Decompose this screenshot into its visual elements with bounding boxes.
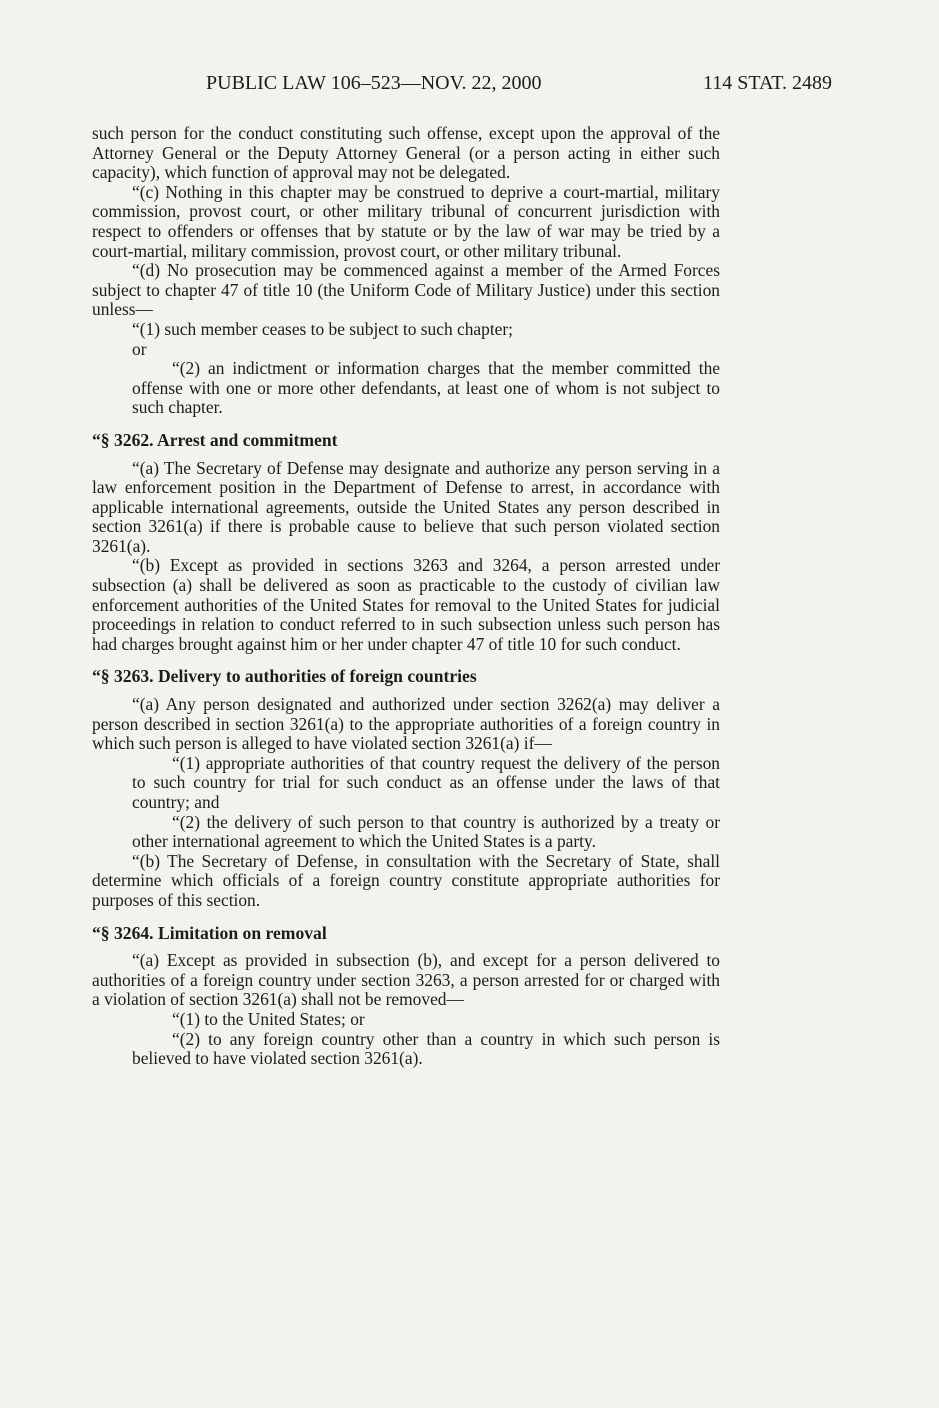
running-header: [0, 72, 939, 102]
section-heading-3262: “§ 3262. Arrest and commitment: [92, 429, 338, 450]
section-heading-3263: “§ 3263. Delivery to authorities of foreign countries: [92, 666, 477, 687]
paragraph-continuation: such person for the conduct constituting such offense, except upon the approval of the Attorney General or the Deputy Attorney General (or a person acting in either such capacity), which function of approval may not be delegated.: [92, 123, 720, 183]
paragraph-3261d: “(d) No prosecution may be commenced against a member of the Armed Forces subject to chapter 47 of title 10 (the Uniform Code of Military Justice) under this section unless—: [92, 260, 720, 320]
paragraph-3261d-1: “(1) such member ceases to be subject to such chapter;: [132, 318, 513, 339]
paragraph-3261c: “(c) Nothing in this chapter may be construed to deprive a court-martial, military commission, provost court, or other military tribunal of concurrent jurisdiction with respect to offenders or offenses that by statute or by the law of war may be tried by a court-martial, military commission, provost court, or other military tribunal.: [92, 181, 720, 261]
paragraph-3264a: “(a) Except as provided in subsection (b), and except for a person delivered to authorities of a foreign country under section 3263, a person arrested for or charged with a violation of section 3261(a) shall not be removed—: [92, 950, 720, 1010]
paragraph-3264a-1: “(1) to the United States; or: [172, 1008, 365, 1029]
paragraph-3261d-2: “(2) an indictment or information charges that the member committed the offense with one or more other defendants, at least one of whom is not subject to such chapter.: [132, 358, 720, 418]
paragraph-3261d-or: or: [132, 338, 147, 359]
paragraph-3264a-2: “(2) to any foreign country other than a country in which such person is believed to have violated section 3261(a).: [132, 1028, 720, 1069]
paragraph-3263a-2: “(2) the delivery of such person to that country is authorized by a treaty or other international agreement to which the United States is a party.: [132, 811, 720, 852]
paragraph-3262b: “(b) Except as provided in sections 3263 and 3264, a person arrested under subsection (a) shall be delivered as soon as practicable to the custody of civilian law enforcement authorities of the United States for removal to the United States for judicial proceedings in relation to conduct referred to in such subsection unless such person has had charges brought against him or her under chapter 47 of title 10 for such conduct.: [92, 555, 720, 654]
section-heading-3264: “§ 3264. Limitation on removal: [92, 922, 327, 943]
header-stat-page: 114 STAT. 2489: [703, 72, 832, 94]
document-body: [92, 124, 720, 1069]
paragraph-3263a: “(a) Any person designated and authorized under section 3262(a) may deliver a person described in section 3261(a) to the appropriate authorities of a foreign country in which such person is alleged to have violated section 3261(a) if—: [92, 694, 720, 754]
paragraph-3263a-1: “(1) appropriate authorities of that country request the delivery of the person to such country for trial for such conduct as an offense under the laws of that country; and: [132, 752, 720, 812]
paragraph-3262a: “(a) The Secretary of Defense may designate and authorize any person serving in a law enforcement position in the Department of Defense to arrest, in accordance with applicable international agreements, outside the United States any person described in section 3261(a) if there is probable cause to believe that such person violated section 3261(a).: [92, 457, 720, 556]
paragraph-3263b: “(b) The Secretary of Defense, in consultation with the Secretary of State, shall determine which officials of a foreign country constitute appropriate authorities for purposes of this section.: [92, 850, 720, 910]
header-title: PUBLIC LAW 106–523—NOV. 22, 2000: [206, 72, 542, 94]
